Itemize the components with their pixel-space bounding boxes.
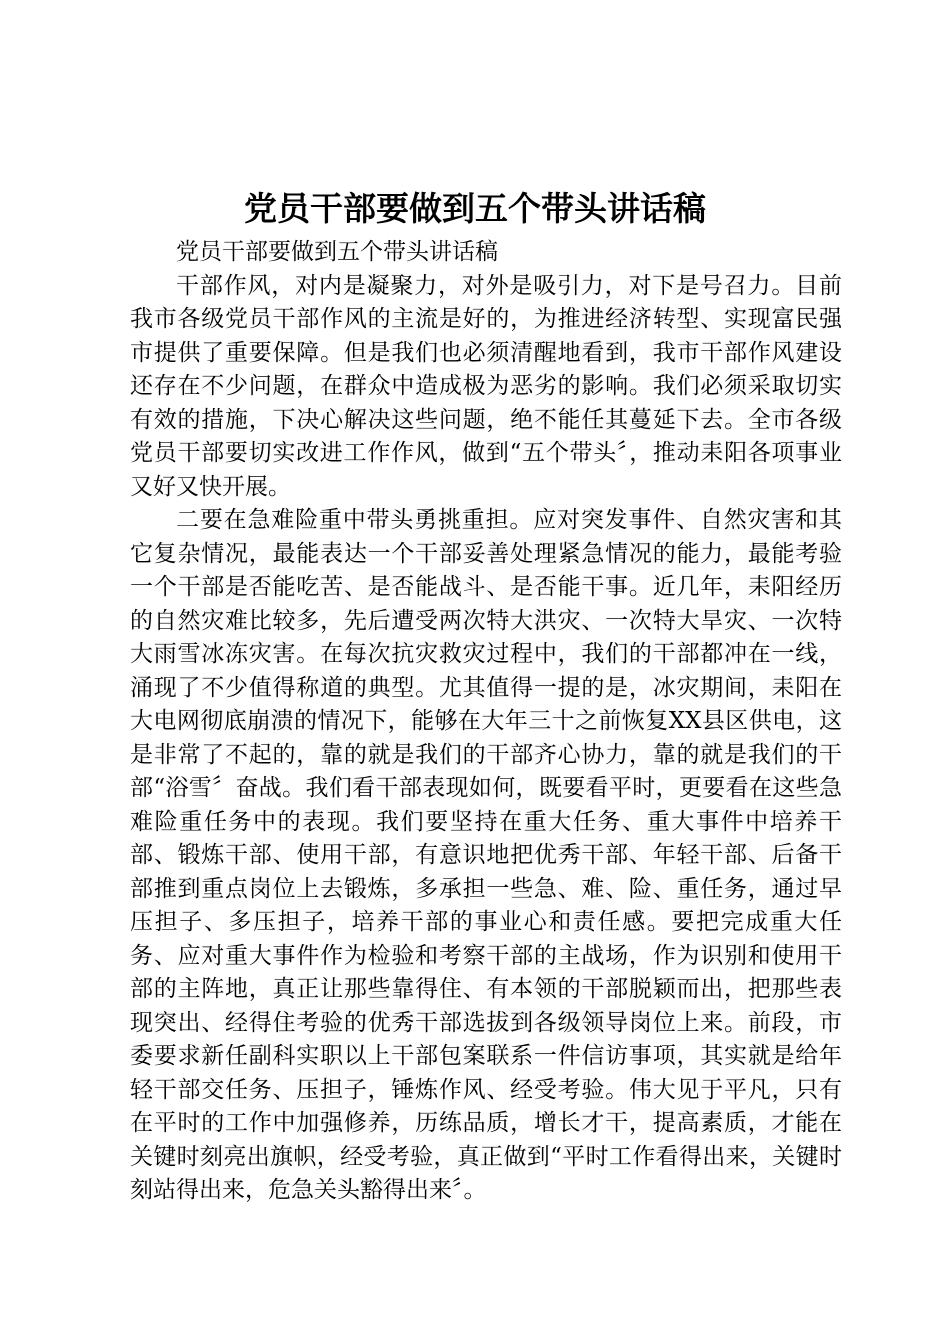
paragraph-second-point: 二要在急难险重中带头勇挑重担。应对突发事件、自然灾害和其它复杂情况，最能表达一个干部妥善处理紧急情况的能力，最能考验一个干部是否能吃苦、是否能战斗、是否能干事。近几年，耒阳经历的自然灾难比较多，先后遭受两次特大洪灾、一次特大旱灾、一次特大雨雪冰冻灾害。在每次抗灾救灾过程中，我们的干部都冲在一线，涌现了不少值得称道的典型。尤其值得一提的是，冰灾期间，耒阳在大电网彻底崩溃的情况下，能够在大年三十之前恢复XX县区供电，这是非常了不起的，靠的就是我们的干部齐心协力，靠的就是我们的干部“浴雪〞奋战。我们看干部表现如何，既要看平时，更要看在这些急难险重任务中的表现。我们要坚持在重大任务、重大事件中培养干部、锻炼干部、使用干部，有意识地把优秀干部、年轻干部、后备干部推到重点岗位上去锻炼，多承担一些急、难、险、重任务，通过早压担子、多压担子，培养干部的事业心和责任感。要把完成重大任务、应对重大事件作为检验和考察干部的主战场，作为识别和使用干部的主阵地，真正让那些靠得住、有本领的干部脱颖而出，把那些表现突出、经得住考验的优秀干部选拔到各级领导岗位上来。前段，市委要求新任副科实职以上干部包案联系一件信访事项，其实就是给年轻干部交任务、压担子，锤炼作风、经受考验。伟大见于平凡，只有在平时的工作中加强修养，历练品质，增长才干，提高素质，才能在关键时刻亮出旗帜，经受考验，真正做到“平时工作看得出来，关键时刻站得出来，危急关头豁得出来〞。 (130, 507, 842, 1203)
paragraph-intro: 干部作风，对内是凝聚力，对外是吸引力，对下是号召力。目前我市各级党员干部作风的主流是好的，为推进经济转型、实现富民强市提供了重要保障。但是我们也必须清醒地看到，我市干部作风建设还存在不少问题，在群众中造成极为恶劣的影响。我们必须采取切实有效的措施，下决心解决这些问题，绝不能任其蔓延下去。全市各级党员干部要切实改进工作作风，做到“五个带头〞，推动耒阳各项事业又好又快开展。 (130, 272, 842, 500)
document-body (130, 236, 842, 1208)
document-title: 党员干部要做到五个带头讲话稿 (244, 189, 706, 228)
paragraph-subtitle: 党员干部要做到五个带头讲话稿 (176, 239, 498, 265)
